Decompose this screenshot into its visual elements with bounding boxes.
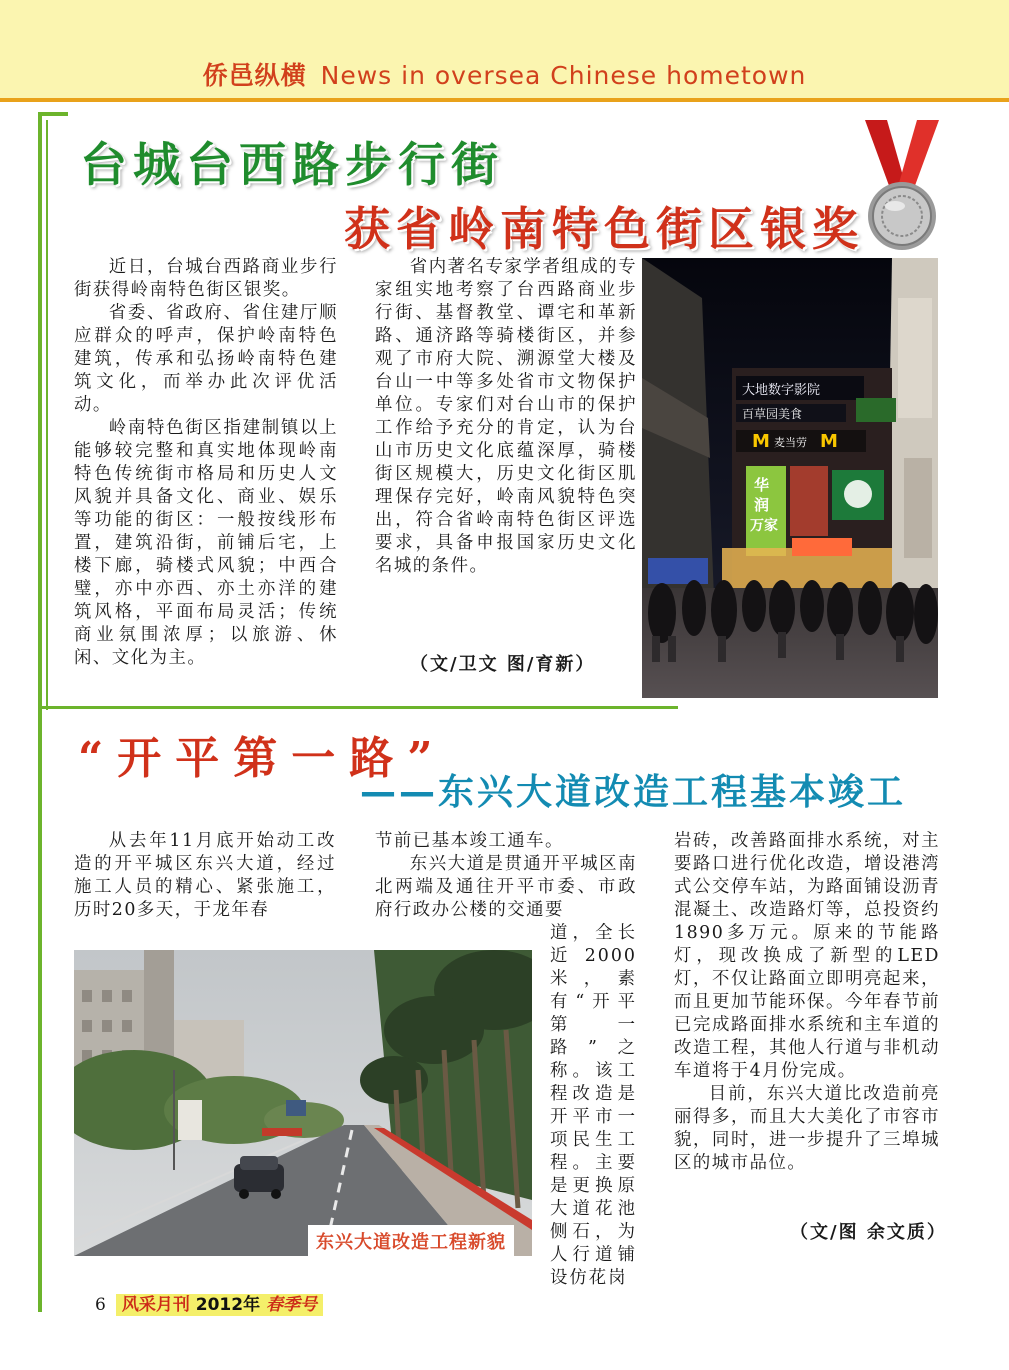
article2-column-1 [74, 830, 336, 922]
header-divider [0, 98, 1009, 102]
magazine-name: 风采月刊 [121, 1295, 190, 1315]
paragraph: 省委、省政府、省住建厅顺应群众的呼声，保护岭南特色建筑，传承和弘扬岭南特色建筑文化，而举办此次评优活动。 [74, 303, 338, 415]
section-name-en: News in oversea Chinese hometown [320, 61, 807, 90]
section-header [0, 56, 1009, 92]
photo-caption: 东兴大道改造工程新貌 [308, 1225, 514, 1257]
cinema-sign: 大地数字影院 [742, 383, 821, 398]
paragraph: 省内著名专家学者组成的专家组实地考察了台西路商业步行街、基督教堂、谭宅和革新路、通济路等骑楼街区，并参观了市府大院、溯源堂大楼及台山一中等多处省市文物保护单位。专家们对台山市的保护工作给予充分的肯定，认为台山市历史文化底蕴深厚，骑楼街区规模大，历史文化街区肌理保存完好，岭南风貌特色突出，符合省岭南特色街区评选要求，具备申报国家历史文化名城的条件。 [375, 257, 637, 576]
frame-top-rule [38, 112, 68, 116]
article2-credit: （文/图 余文质） [790, 1222, 947, 1243]
paragraph: 从去年11月底开始动工改造的开平城区东兴大道，经过施工人员的精心、紧张施工，历时20多天，于龙年春 [74, 831, 336, 920]
mcdonalds-sign: 麦当劳 [774, 436, 807, 449]
article1-title-line2: 获省岭南特色街区银奖 [344, 202, 864, 256]
billboard-text: 万家 [750, 518, 778, 534]
silver-medal-icon [857, 120, 947, 260]
food-court-sign: 百草园美食 [742, 407, 803, 421]
page-footer [95, 1290, 323, 1315]
magazine-label [116, 1294, 323, 1316]
article1-column-1 [74, 256, 338, 670]
paragraph: 岩砖，改善路面排水系统，对主要路口进行优化改造，增设港湾式公交停车站，为路面铺设沥青混凝土、改造路灯等，总投资约1890多万元。原来的节能路灯，现改换成了新型的LED灯，不仅让路面立即明亮起来，而且更加节能环保。今年春节前已完成路面排水系统和主车道的改造工程，其他人行道与非机动车道将于4月份完成。 [674, 831, 940, 1081]
billboard-text: 华 [754, 476, 770, 494]
article2-title-line1: “开平第一路” [78, 733, 447, 784]
article2-column-3 [674, 830, 940, 1175]
billboard-text: 润 [754, 496, 770, 514]
section-name-cn: 侨邑纵横 [202, 61, 307, 90]
frame-left-rule-thin [46, 120, 48, 710]
article2-title-line2: ——东兴大道改造工程基本竣工 [360, 772, 907, 813]
frame-left-rule [38, 112, 42, 1312]
article1-credit: （文/卫文 图/育新） [410, 654, 596, 675]
issue-season: 春季号 [266, 1295, 317, 1315]
article2-column-2-narrow [550, 922, 637, 1290]
svg-text:M: M [820, 431, 838, 452]
night-street-photo [642, 258, 938, 698]
paragraph: 道，全长近2000米，素有“开平第一路”之称。该工程改造是开平市一项民生工程。主要是更换原大道花池侧石，为人行道铺设仿花岗 [550, 923, 637, 1288]
article1-title-line1: 台城台西路步行街 [80, 138, 504, 193]
article1-column-2 [375, 256, 637, 578]
paragraph: 东兴大道是贯通开平城区南北两端及通往开平市委、市政府行政办公楼的交通要 [375, 854, 637, 920]
article2-column-2 [375, 830, 637, 922]
section-divider [38, 706, 678, 709]
paragraph: 目前，东兴大道比改造前亮丽得多，而且大大美化了市容市貌，同时，进一步提升了三埠城区的城市品位。 [674, 1084, 940, 1173]
paragraph: 节前已基本竣工通车。 [375, 831, 564, 851]
paragraph: 近日，台城台西路商业步行街获得岭南特色街区银奖。 [74, 257, 338, 300]
svg-text:M: M [752, 431, 770, 452]
page-number: 6 [95, 1295, 106, 1315]
boulevard-photo [74, 950, 532, 1256]
issue-year: 2012年 [195, 1295, 261, 1315]
paragraph: 岭南特色街区指建制镇以上能够较完整和真实地体现岭南特色传统街市格局和历史人文风貌并具备文化、商业、娱乐等功能的街区：一般按线形布置，建筑沿街，前铺后宅，上楼下廊，骑楼式风貌；中西合璧，亦中亦西、亦土亦洋的建筑风格，平面布局灵活；传统商业氛围浓厚；以旅游、休闲、文化为主。 [74, 418, 338, 668]
